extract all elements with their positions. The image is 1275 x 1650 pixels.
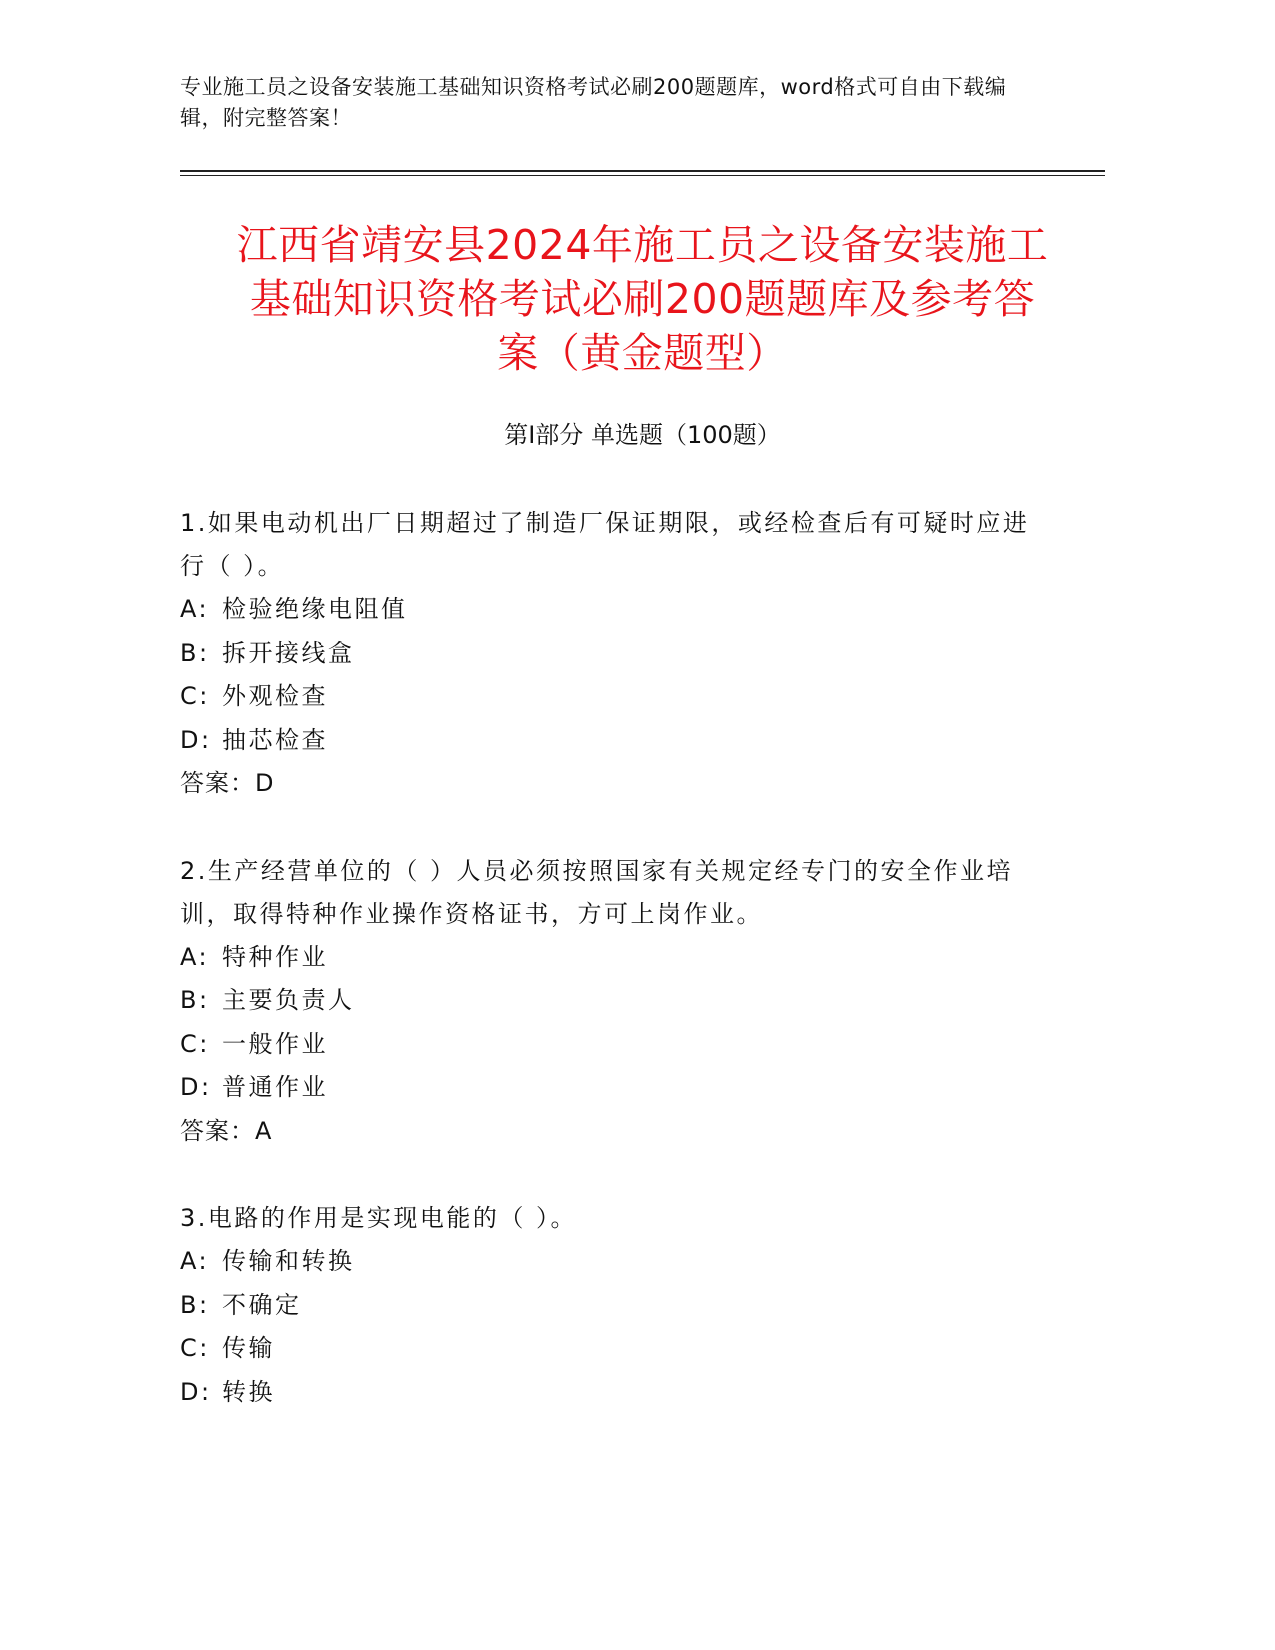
question-stem: 2.生产经营单位的（ ）人员必须按照国家有关规定经专门的安全作业培训，取得特种作业操作资格证书，方可上岗作业。 (180, 856, 1014, 928)
option-text: 不确定 (222, 1290, 302, 1319)
option-a (180, 1240, 1040, 1284)
option-c (180, 1327, 1040, 1371)
option-c (180, 1023, 1040, 1067)
option-key: D: (180, 1073, 212, 1101)
option-key: C: (180, 682, 210, 710)
option-b (180, 979, 1040, 1023)
answer-line: 答案：A (180, 1116, 273, 1145)
option-text: 转换 (222, 1377, 275, 1406)
section-heading: 第Ⅰ部分 单选题（100题） (504, 421, 781, 449)
option-key: D: (180, 725, 212, 754)
option-d (180, 719, 1040, 763)
question-1 (180, 502, 1040, 806)
header-rule-thin (180, 175, 1105, 176)
option-key: B: (180, 638, 210, 667)
option-text: 普通作业 (222, 1073, 328, 1101)
answer-line: 答案：D (180, 769, 275, 797)
option-c (180, 675, 1040, 719)
option-d (180, 1066, 1040, 1110)
option-b (180, 1284, 1040, 1328)
option-key: B: (180, 986, 210, 1014)
option-b (180, 632, 1040, 676)
option-key: D: (180, 1377, 212, 1406)
question-2 (180, 850, 1040, 1154)
title-line-3: 案（黄金题型） (497, 329, 788, 377)
option-text: 抽芯检查 (222, 725, 328, 754)
document-title (170, 218, 1115, 380)
option-text: 特种作业 (222, 942, 328, 971)
option-text: 一般作业 (222, 1029, 328, 1058)
option-a (180, 588, 1040, 632)
option-a (180, 936, 1040, 980)
option-d (180, 1371, 1040, 1415)
question-stem: 3.电路的作用是实现电能的（ ）。 (180, 1204, 578, 1232)
question-stem: 1.如果电动机出厂日期超过了制造厂保证期限，或经检查后有可疑时应进行（ ）。 (180, 509, 1030, 580)
option-text: 传输 (222, 1334, 275, 1362)
question-list (180, 502, 1040, 1458)
option-key: C: (180, 1334, 210, 1362)
option-key: A: (180, 1247, 210, 1275)
option-key: A: (180, 942, 210, 971)
option-text: 拆开接线盒 (222, 638, 355, 667)
question-3 (180, 1197, 1040, 1414)
header-note: 专业施工员之设备安装施工基础知识资格考试必刷200题题库，word格式可自由下载编辑，附完整答案！ (180, 75, 1007, 130)
option-key: B: (180, 1290, 210, 1319)
option-text: 外观检查 (222, 682, 328, 710)
document-page (180, 0, 1105, 1650)
title-line-1: 江西省靖安县2024年施工员之设备安装施工 (236, 221, 1049, 269)
option-key: A: (180, 595, 210, 623)
header-rule-thick (180, 170, 1105, 172)
option-text: 传输和转换 (222, 1247, 355, 1275)
option-text: 主要负责人 (222, 986, 355, 1014)
title-line-2: 基础知识资格考试必刷200题题库及参考答 (249, 275, 1036, 323)
option-key: C: (180, 1029, 210, 1058)
option-text: 检验绝缘电阻值 (222, 595, 408, 623)
